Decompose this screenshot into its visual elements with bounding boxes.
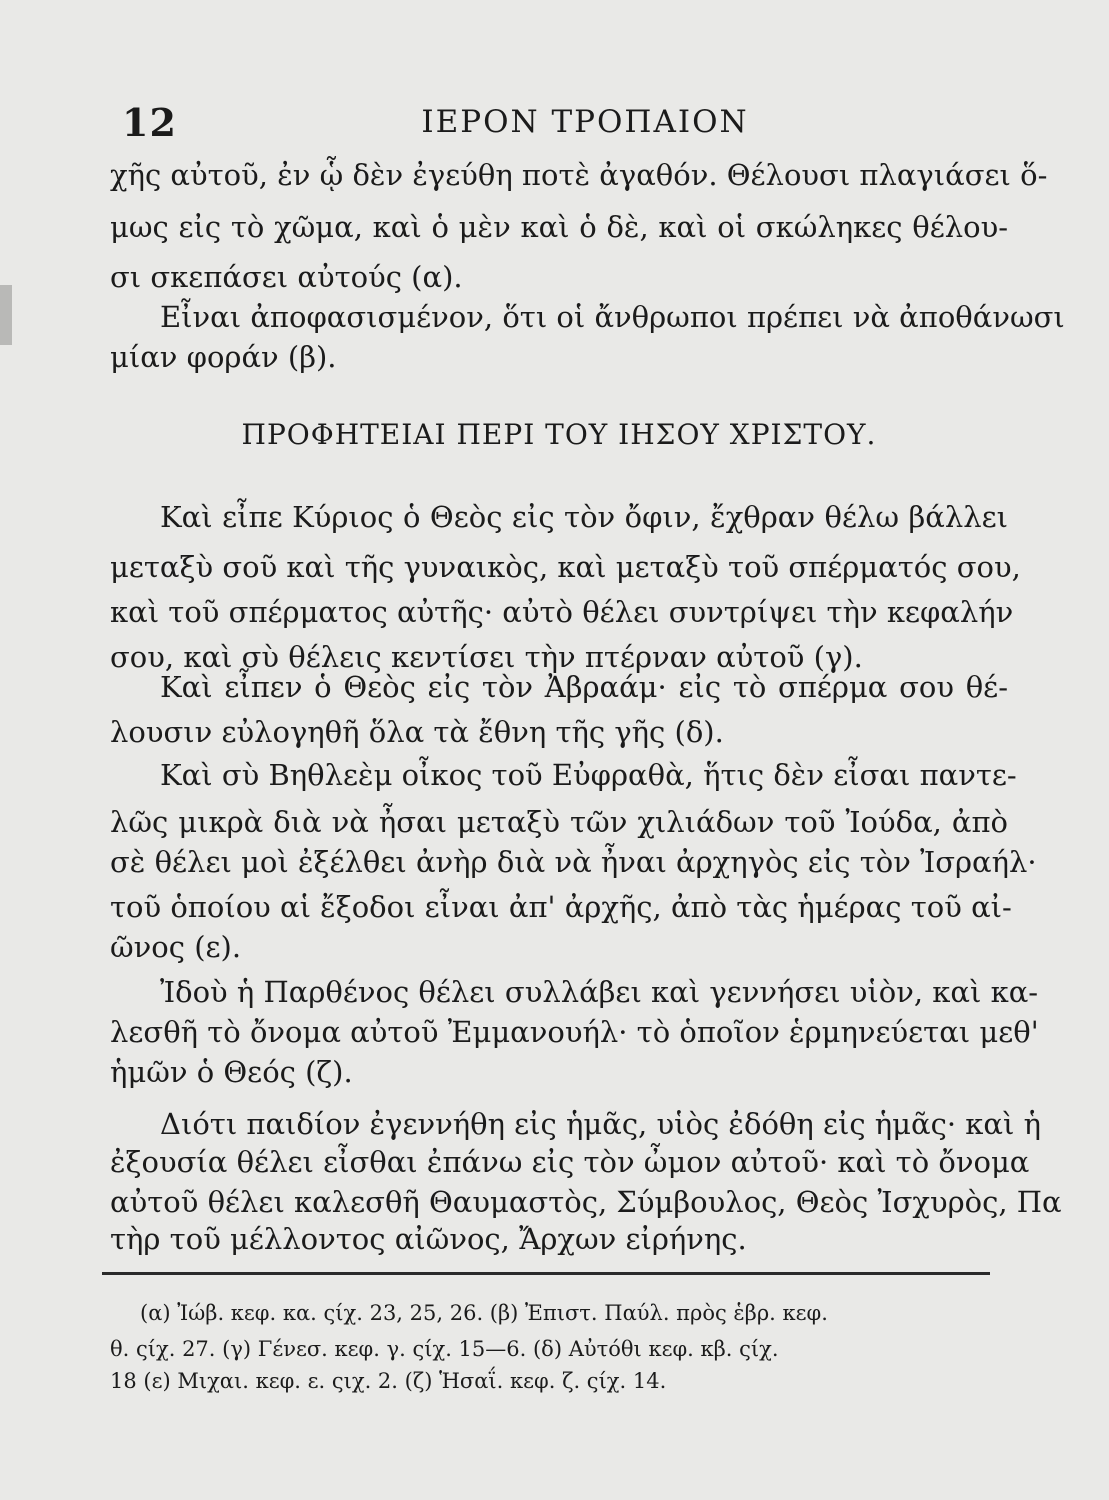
text-line: Καὶ εἶπεν ὁ Θεὸς εἰς τὸν Ἀβραάμ· εἰς τὸ σπέρμα σου θέ- — [160, 670, 1008, 704]
page-number: 12 — [122, 100, 177, 145]
section-heading: ΠΡΟΦΗΤΕΙΑΙ ΠΕΡΙ ΤΟΥ ΙΗΣΟΥ ΧΡΙΣΤΟΥ. — [241, 418, 877, 451]
text-line: μίαν φοράν (β). — [110, 340, 337, 374]
footnote-rule — [102, 1272, 990, 1275]
text-line: αὐτοῦ θέλει καλεσθῆ Θαυμαστὸς, Σύμβουλος, Θεὸς Ἰσχυρὸς, Πα — [110, 1185, 1062, 1219]
text-line: ῶνος (ε). — [110, 930, 242, 964]
text-line: χῆς αὐτοῦ, ἐν ᾧ δὲν ἐγεύθη ποτὲ ἀγαθόν. Θέλουσι πλαγιάσει ὅ- — [110, 158, 1048, 192]
text-line: Ἰδοὺ ἡ Παρθένος θέλει συλλάβει καὶ γεννήσει υἱὸν, καὶ κα- — [160, 975, 1039, 1009]
text-line: καὶ τοῦ σπέρματος αὐτῆς· αὐτὸ θέλει συντρίψει τὴν κεφαλήν — [110, 595, 1014, 629]
text-line: μως εἰς τὸ χῶμα, καὶ ὁ μὲν καὶ ὁ δὲ, καὶ οἱ σκώληκες θέλου- — [110, 210, 1008, 244]
footnote-line: θ. ςίχ. 27. (γ) Γένεσ. κεφ. γ. ςίχ. 15—6. (δ) Αὐτόθι κεφ. κβ. ςίχ. — [110, 1337, 779, 1361]
text-line: σι σκεπάσει αὐτούς (α). — [110, 260, 463, 294]
text-line: λουσιν εὐλογηθῆ ὅλα τὰ ἔθνη τῆς γῆς (δ). — [110, 715, 724, 749]
text-line: ἡμῶν ὁ Θεός (ζ). — [110, 1055, 353, 1089]
text-line: τοῦ ὁποίου αἱ ἔξοδοι εἶναι ἀπ' ἀρχῆς, ἀπὸ τὰς ἡμέρας τοῦ αἰ- — [110, 890, 1012, 924]
text-line: Διότι παιδίον ἐγεννήθη εἰς ἡμᾶς, υἱὸς ἐδόθη εἰς ἡμᾶς· καὶ ἡ — [160, 1107, 1041, 1141]
footnote-line: (α) Ἰώβ. κεφ. κα. ςίχ. 23, 25, 26. (β) Ἐπιστ. Παύλ. πρὸς ἑβρ. κεφ. — [140, 1301, 828, 1325]
text-line: τὴρ τοῦ μέλλοντος αἰῶνος, Ἄρχων εἰρήνης. — [110, 1222, 747, 1256]
text-line: λεσθῆ τὸ ὄνομα αὐτοῦ Ἐμμανουήλ· τὸ ὁποῖον ἑρμηνεύεται μεθ' — [110, 1015, 1039, 1049]
text-line: Καὶ εἶπε Κύριος ὁ Θεὸς εἰς τὸν ὄφιν, ἔχθραν θέλω βάλλει — [160, 500, 1008, 534]
text-line: Εἶναι ἀποφασισμένον, ὅτι οἱ ἄνθρωποι πρέπει νὰ ἀποθάνωσι — [160, 300, 1065, 334]
footnote-line: 18 (ε) Μιχαι. κεφ. ε. ςιχ. 2. (ζ) Ἡσαΐ. κεφ. ζ. ςίχ. 14. — [110, 1369, 667, 1393]
text-line: λῶς μικρὰ διὰ νὰ ἦσαι μεταξὺ τῶν χιλιάδων τοῦ Ἰούδα, ἀπὸ — [110, 805, 1008, 839]
running-head-title: ΙΕΡΟΝ ΤΡΟΠΑΙΟΝ — [421, 104, 749, 140]
text-line: μεταξὺ σοῦ καὶ τῆς γυναικὸς, καὶ μεταξὺ τοῦ σπέρματός σου, — [110, 550, 1021, 584]
text-line: Καὶ σὺ Βηθλεὲμ οἶκος τοῦ Εὐφραθὰ, ἥτις δὲν εἶσαι παντε- — [160, 758, 1017, 792]
text-line: ἐξουσία θέλει εἶσθαι ἐπάνω εἰς τὸν ὦμον αὐτοῦ· καὶ τὸ ὄνομα — [110, 1145, 1030, 1179]
text-line: σου, καὶ σὺ θέλεις κεντίσει τὴν πτέρναν αὐτοῦ (γ). — [110, 640, 863, 674]
page-header — [110, 100, 1000, 150]
text-line: σὲ θέλει μοὶ ἐξέλθει ἀνὴρ διὰ νὰ ἦναι ἀρχηγὸς εἰς τὸν Ἰσραήλ· — [110, 845, 1037, 879]
page-edge-shadow — [0, 285, 12, 345]
